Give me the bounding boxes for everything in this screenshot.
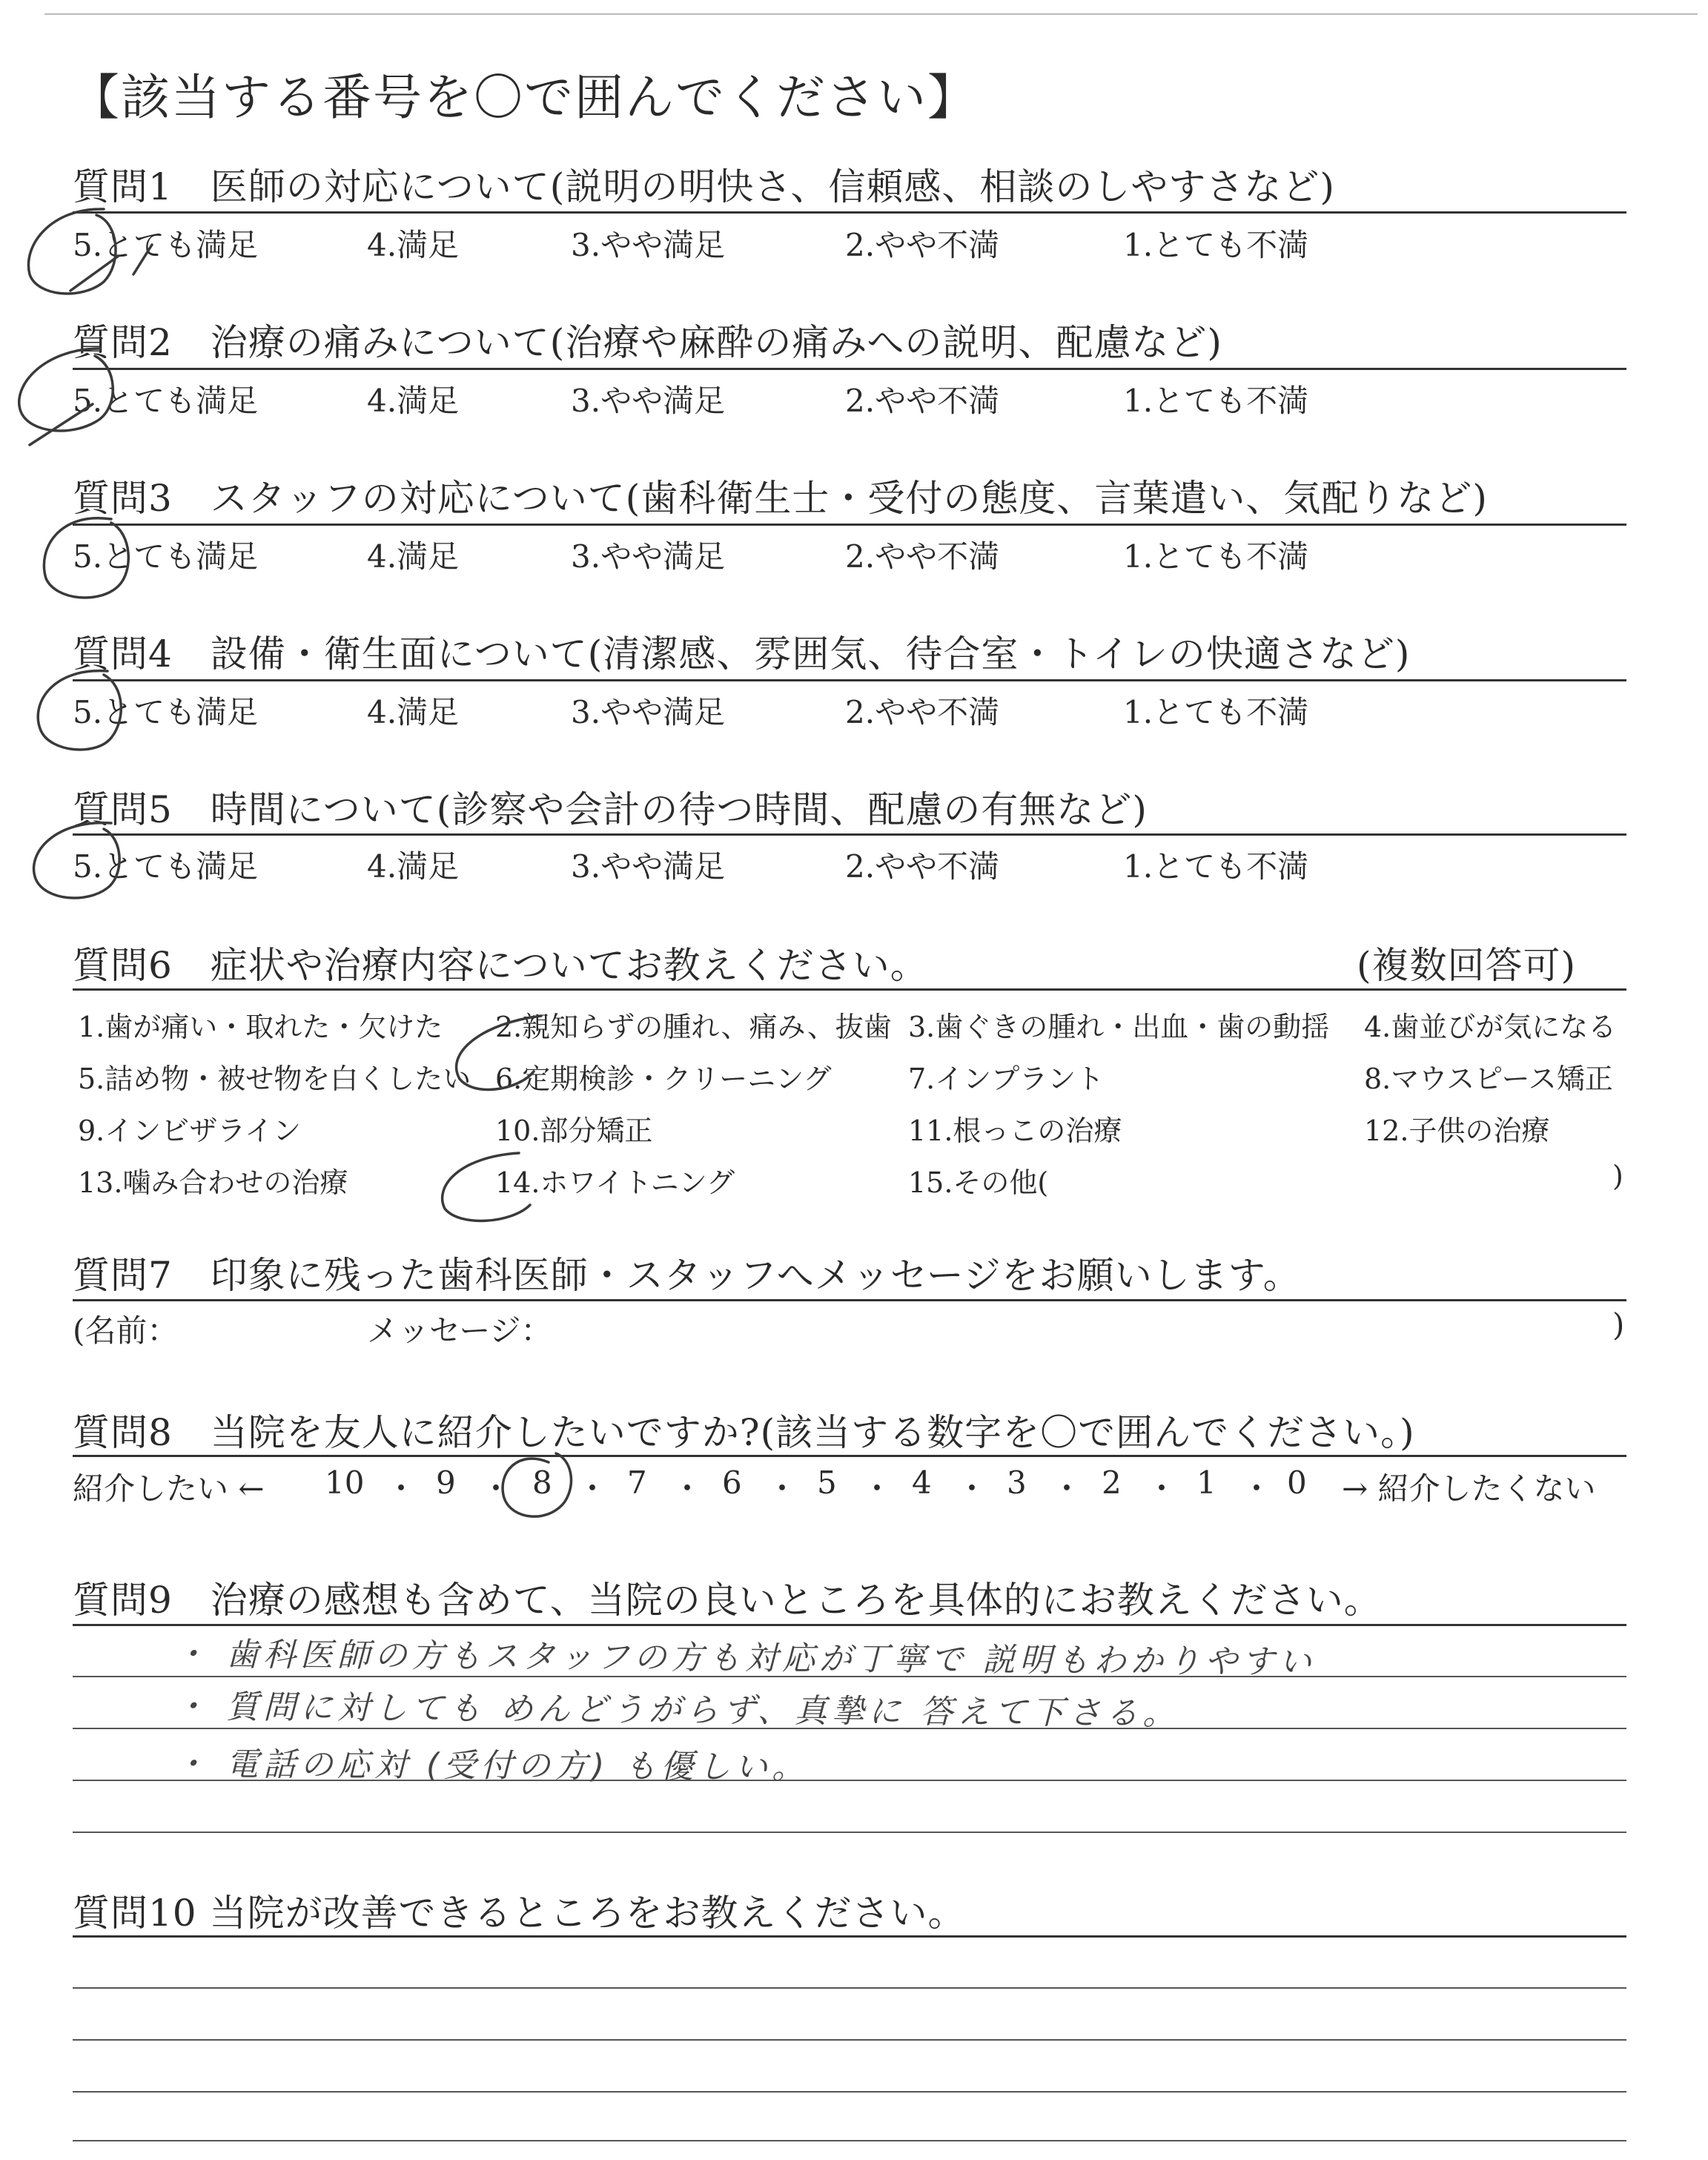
q3-option-4[interactable]: 4.満足 [367,538,460,575]
q1-option-4[interactable]: 4.満足 [367,227,460,263]
q8-num-2[interactable]: 2 [1102,1464,1122,1501]
q7-close-paren: ) [1612,1307,1625,1343]
q2-option-4[interactable]: 4.満足 [367,383,460,419]
q3-rule [73,524,1626,526]
q2-option-2[interactable]: 2.やや不満 [845,383,1000,419]
q3-option-1[interactable]: 1.とても不満 [1123,538,1309,575]
q6-rule [73,988,1626,991]
q5-option-3[interactable]: 3.やや満足 [571,848,726,885]
q8-num-9[interactable]: 9 [436,1464,456,1501]
q3-option-3[interactable]: 3.やや満足 [571,538,726,575]
q8-dot: ・ [1051,1470,1083,1507]
q1-option-1[interactable]: 1.とても不満 [1123,227,1309,263]
q1-option-3[interactable]: 3.やや満足 [571,227,726,263]
q3-option-2[interactable]: 2.やや不満 [845,538,1000,575]
q6-option-15[interactable]: 15.その他( [908,1166,1049,1199]
q1-option-5[interactable]: 5.とても満足 [73,227,259,263]
q4-option-2[interactable]: 2.やや不満 [845,694,1000,730]
q8-num-4[interactable]: 4 [912,1464,932,1501]
q9-answer[interactable]: ・ 電話の応対 (受付の方) も優しい。 [173,1745,810,1787]
q9-answer-line [73,1832,1626,1833]
q5-option-1[interactable]: 1.とても不満 [1123,848,1309,885]
q8-num-6[interactable]: 6 [722,1464,742,1501]
q4-option-3[interactable]: 3.やや満足 [571,694,726,730]
q8-left-label: 紹介したい ← [73,1470,265,1507]
q6-option-2[interactable]: 2.親知らずの腫れ、痛み、抜歯 [495,1011,892,1043]
q3-option-5[interactable]: 5.とても満足 [73,538,259,575]
q6-option-13[interactable]: 13.噛み合わせの治療 [78,1166,348,1199]
q6-option-1[interactable]: 1.歯が痛い・取れた・欠けた [78,1011,443,1043]
q8-num-5[interactable]: 5 [817,1464,837,1501]
q5-option-5[interactable]: 5.とても満足 [73,848,259,885]
q6-option-6[interactable]: 6.定期検診・クリーニング [495,1063,832,1095]
q10-answer-line [73,2140,1626,2141]
q9-answer[interactable]: ・ 歯科医師の方もスタッフの方も対応が丁寧で 説明もわかりやすい [173,1635,1317,1682]
q9-rule [73,1624,1626,1626]
q5-title: 質問5 時間について(診察や会計の待つ時間、配慮の有無など) [73,788,1148,831]
q4-option-5[interactable]: 5.とても満足 [73,694,259,730]
q2-option-3[interactable]: 3.やや満足 [571,383,726,419]
q2-rule [73,368,1626,370]
instruction-header: 【該当する番号を〇で囲んでください】 [70,69,978,126]
q6-option-14[interactable]: 14.ホワイトニング [495,1166,735,1199]
q6-option-12[interactable]: 12.子供の治療 [1364,1114,1550,1147]
q2-option-5[interactable]: 5.とても満足 [73,383,259,419]
q6-option-8[interactable]: 8.マウスピース矯正 [1364,1063,1613,1095]
q7-title: 質問7 印象に残った歯科医師・スタッフへメッセージをお願いします。 [73,1254,1301,1297]
q7-name-label: (名前： [73,1312,179,1349]
q8-dot: ・ [577,1470,609,1507]
q6-note: (複数回答可) [1357,944,1577,987]
q8-rule [73,1455,1626,1457]
q8-dot: ・ [480,1470,512,1507]
q8-right-label: → 紹介したくない [1342,1470,1596,1507]
q6-option-15-close: ) [1612,1160,1623,1192]
q8-title: 質問8 当院を友人に紹介したいですか?(該当する数字を〇で囲んでください。) [73,1411,1415,1454]
q4-option-4[interactable]: 4.満足 [367,694,460,730]
q3-title: 質問3 スタッフの対応について(歯科衛生士・受付の態度、言葉遣い、気配りなど) [73,477,1488,520]
q8-num-8[interactable]: 8 [532,1464,552,1501]
q2-option-1[interactable]: 1.とても不満 [1123,383,1309,419]
q8-num-7[interactable]: 7 [627,1464,647,1501]
q10-rule [73,1935,1626,1938]
q9-title: 質問9 治療の感想も含めて、当院の良いところを具体的にお教えください。 [73,1579,1382,1622]
q2-title: 質問2 治療の痛みについて(治療や麻酔の痛みへの説明、配慮など) [73,321,1222,364]
q6-option-4[interactable]: 4.歯並びが気になる [1364,1011,1617,1043]
q10-answer-line [73,2039,1626,2041]
q8-dot: ・ [1241,1470,1273,1507]
q1-option-2[interactable]: 2.やや不満 [845,227,1000,263]
q8-num-0[interactable]: 0 [1287,1464,1307,1501]
q6-option-9[interactable]: 9.インビザライン [78,1114,302,1147]
q9-answer[interactable]: ・ 質問に対しても めんどうがらず、真摯に 答えて下さる。 [173,1688,1180,1733]
q7-rule [73,1299,1626,1301]
page-top-edge [44,13,1698,15]
q8-num-1[interactable]: 1 [1196,1464,1217,1501]
q5-option-4[interactable]: 4.満足 [367,848,460,885]
q5-rule [73,833,1626,836]
q4-title: 質問4 設備・衛生面について(清潔感、雰囲気、待合室・トイレの快適さなど) [73,633,1411,676]
q8-dot: ・ [672,1470,704,1507]
q8-num-3[interactable]: 3 [1007,1464,1027,1501]
q10-answer-line [73,2091,1626,2093]
q7-message-label: メッセージ： [367,1312,552,1349]
q1-rule [73,211,1626,214]
q5-option-2[interactable]: 2.やや不満 [845,848,1000,885]
q6-option-5[interactable]: 5.詰め物・被せ物を白くしたい [78,1063,471,1095]
q4-rule [73,679,1626,681]
q8-dot: ・ [861,1470,893,1507]
q6-option-10[interactable]: 10.部分矯正 [495,1114,653,1147]
q6-title: 質問6 症状や治療内容についてお教えください。 [73,944,928,987]
q6-option-3[interactable]: 3.歯ぐきの腫れ・出血・歯の動揺 [908,1011,1330,1043]
q4-option-1[interactable]: 1.とても不満 [1123,694,1309,730]
q10-title: 質問10 当院が改善できるところをお教えください。 [73,1892,966,1935]
q6-option-7[interactable]: 7.インプラント [908,1063,1105,1095]
q10-answer-line [73,1987,1626,1989]
q8-num-10[interactable]: 10 [325,1464,365,1501]
q8-dot: ・ [1146,1470,1178,1507]
q8-dot: ・ [385,1470,417,1507]
q8-dot: ・ [956,1470,988,1507]
q8-dot: ・ [767,1470,798,1507]
q1-title: 質問1 医師の対応について(説明の明快さ、信頼感、相談のしやすさなど) [73,165,1335,208]
q6-option-11[interactable]: 11.根っこの治療 [908,1114,1122,1147]
